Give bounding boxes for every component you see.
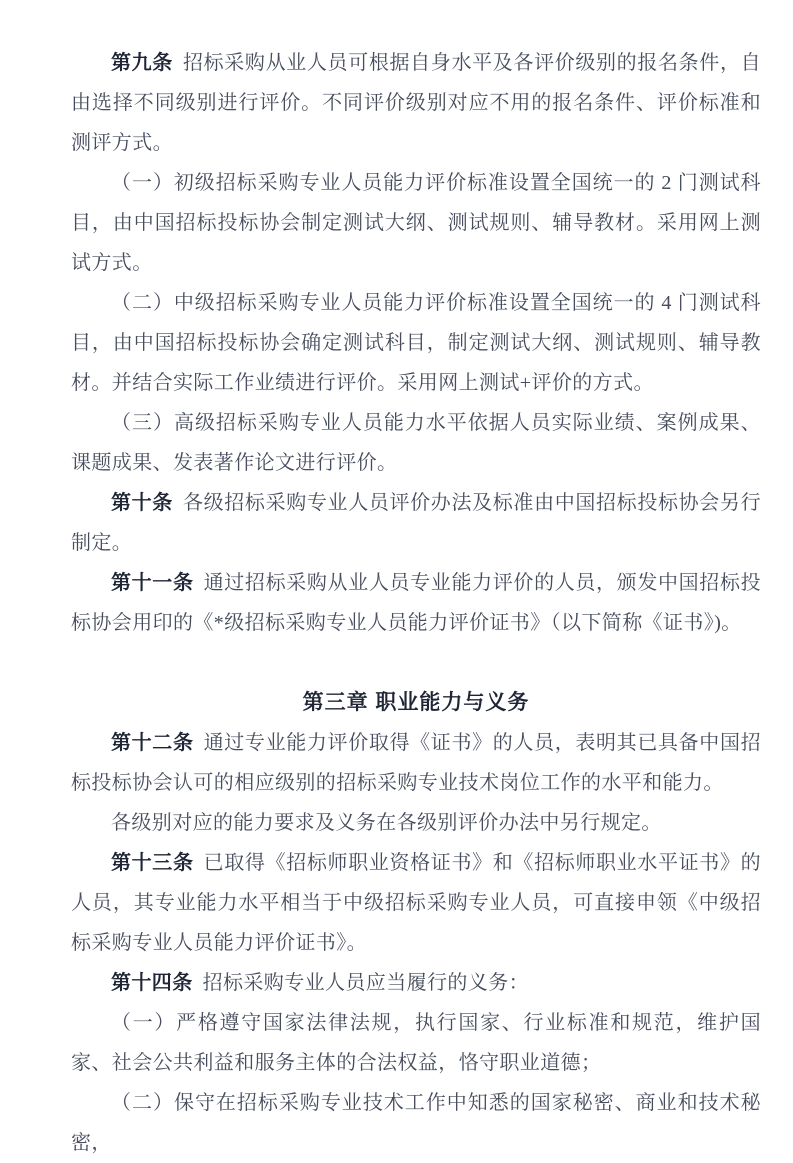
paragraph-article-14 — [71, 963, 761, 1003]
article-number: 第十四条 — [111, 972, 193, 994]
article-number: 第十二条 — [111, 732, 194, 754]
paragraph-article-13 — [71, 843, 761, 963]
paragraph-text: 通过招标采购从业人员专业能力评价的人员，颁发中国招标投标协会用印的《*级招标采购专业人员能力评价证书》（以下简称《证书》)。 — [71, 572, 761, 634]
paragraph-article-9 — [71, 43, 761, 163]
article-number: 第九条 — [111, 52, 173, 74]
paragraph-level-requirements — [71, 803, 761, 843]
paragraph-article-11 — [71, 563, 761, 643]
paragraph-text: （一）严格遵守国家法律法规，执行国家、行业标准和规范，维护国家、社会公共利益和服务主体的合法权益，恪守职业道德； — [71, 1012, 761, 1074]
paragraph-text: （三）高级招标采购专业人员能力水平依据人员实际业绩、案例成果、课题成果、发表著作论文进行评价。 — [71, 412, 761, 474]
paragraph-item-1-junior — [71, 163, 761, 283]
chapter-heading: 第三章 职业能力与义务 — [302, 691, 530, 714]
paragraph-duty-2 — [71, 1083, 761, 1163]
paragraph-article-12 — [71, 723, 761, 803]
paragraph-duty-1 — [71, 1003, 761, 1083]
paragraph-item-3-senior — [71, 403, 761, 483]
article-number: 第十三条 — [111, 852, 194, 874]
paragraph-text: 招标采购从业人员可根据自身水平及各评价级别的报名条件，自由选择不同级别进行评价。不同评价级别对应不用的报名条件、评价标准和测评方式。 — [71, 52, 762, 154]
paragraph-text: 通过专业能力评价取得《证书》的人员，表明其已具备中国招标投标协会认可的相应级别的招标采购专业技术岗位工作的水平和能力。 — [71, 732, 761, 794]
paragraph-article-10 — [71, 483, 761, 563]
paragraph-text: （二）中级招标采购专业人员能力评价标准设置全国统一的 4 门测试科目，由中国招标投标协会确定测试科目，制定测试大纲、测试规则、辅导教材。并结合实际工作业绩进行评价。采用网上测试+评价的方式。 — [71, 292, 761, 394]
paragraph-text: （二）保守在招标采购专业技术工作中知悉的国家秘密、商业和技术秘密， — [71, 1092, 761, 1154]
paragraph-text: 已取得《招标师职业资格证书》和《招标师职业水平证书》的人员，其专业能力水平相当于中级招标采购专业人员，可直接申领《中级招标采购专业人员能力评价证书》。 — [71, 852, 761, 954]
paragraph-item-2-intermediate — [71, 283, 761, 403]
paragraph-text: 各级招标采购专业人员评价办法及标准由中国招标投标协会另行制定。 — [71, 492, 762, 554]
article-number: 第十条 — [111, 492, 173, 514]
article-number: 第十一条 — [111, 572, 194, 594]
paragraph-text: 各级别对应的能力要求及义务在各级别评价办法中另行规定。 — [111, 812, 662, 834]
paragraph-text: 招标采购专业人员应当履行的义务： — [202, 972, 530, 994]
paragraph-text: （一）初级招标采购专业人员能力评价标准设置全国统一的 2 门测试科目，由中国招标投标协会制定测试大纲、测试规则、辅导教材。采用网上测试方式。 — [71, 172, 761, 274]
